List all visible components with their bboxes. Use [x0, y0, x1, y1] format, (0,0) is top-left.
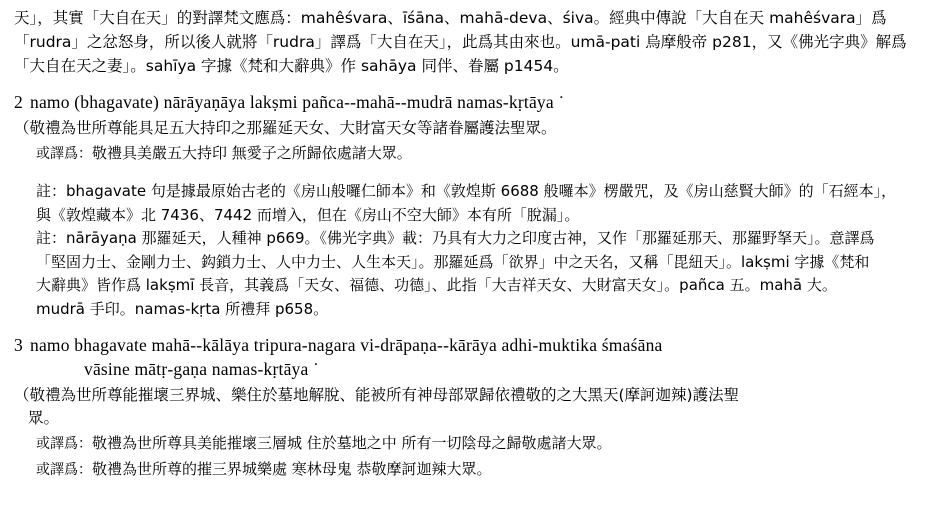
- entry-2-number: 2: [14, 92, 23, 112]
- entry-3-number: 3: [14, 335, 23, 355]
- entry-3-alt-text: 敬禮為世所尊具美能摧壞三層城 住於墓地之中 所有一切陰母之歸敬處諸大眾。: [92, 434, 612, 452]
- entry-3-gloss: [14, 384, 920, 430]
- entry-3-alt-label: 或譯爲：: [36, 462, 92, 478]
- entry-2-alt-text: 敬禮具美嚴五大持印 無愛子之所歸依處諸大眾。: [92, 144, 412, 162]
- annotation-line: 與《敦煌藏本》北 7436、7442 而增入，但在《房山不空大師》本有所「脫漏」。: [36, 205, 580, 224]
- entry-3-alt-text: 敬禮為世所尊的摧三界城樂處 寒林母鬼 恭敬摩訶迦辣大眾。: [92, 460, 492, 478]
- top-paragraph: [14, 6, 920, 78]
- annotation-line: 大辭典》皆作爲 lakṣmī 長音，其義爲「天女、福德、功德」、此指「大吉祥天女、大財富天女」。pañca 五。mahā 大。: [36, 276, 837, 294]
- annotation-block: [36, 180, 920, 321]
- entry-3-romanized: namo bhagavate mahā--kālāya tripura-nagara vi-drāpaṇa--kārāya adhi-muktika śmaśāna: [30, 335, 663, 355]
- annotation-line: mudrā 手印。namas-kṛta 所禮拜 p658。: [36, 299, 329, 318]
- annotation-line: 註：nārāyaṇa 那羅延天，人種神 p669。《佛光字典》載：乃具有大力之印度古神，又作「那羅延那天、那羅野拏天」。意譯爲: [36, 229, 875, 247]
- entry-2-gloss: [14, 117, 920, 140]
- top-paragraph-line: 「rudra」之忿怒身，所以後人就將「rudra」譯爲「大自在天」，此爲其由來也。umā-pati 烏摩般帝 p281，又《佛光字典》解爲: [14, 33, 907, 51]
- entry-2-alt-label: 或譯爲：: [36, 146, 92, 162]
- entry-2-heading: [14, 90, 920, 114]
- mantra-entry-2: [14, 90, 920, 166]
- entry-3-alt-translation: [36, 458, 920, 482]
- top-paragraph-line: 「大自在天之妻」。sahīya 字據《梵和大辭典》作 sahāya 同伴、眷屬 p1454。: [14, 57, 569, 75]
- entry-3-alt-label: 或譯爲：: [36, 436, 92, 452]
- mantra-entry-3: [14, 333, 920, 482]
- annotation-line: 「堅固力士、金剛力士、鈎鎖力士、人中力士、人生本天」。那羅延爲「欲界」中之天名，又稱「毘紐天」。lakṣmi 字據《梵和: [36, 252, 870, 271]
- top-paragraph-line: 天」，其實「大自在天」的對譯梵文應爲：mahêśvara、īśāna、mahā-deva、śiva。經典中傳說「大自在天 mahêśvara」爲: [14, 9, 887, 27]
- entry-2-gloss-line: （敬禮為世所尊能具足五大持印之那羅延天女、大財富天女等諸眷屬護法聖眾。: [14, 119, 557, 137]
- entry-3-heading: [14, 333, 920, 357]
- entry-2-alt-translation: [36, 142, 920, 166]
- annotation-line: 註：bhagavate 句是據最原始古老的《房山般囉仁師本》和《敦煌斯 6688 般囉本》楞嚴咒，及《房山慈賢大師》的「石經本」，: [36, 182, 897, 200]
- entry-3-gloss-line: （敬禮為世所尊能摧壞三界城、樂住於墓地解脫、能被所有神母部眾歸依禮敬的之大黑天(摩訶迦辣)護法聖: [14, 386, 740, 404]
- entry-3-alt-translation: [36, 432, 920, 456]
- entry-2-romanized: namo (bhagavate) nārāyaṇāya lakṣmi pañca--mahā--mudrā namas-kṛtāya ˙: [30, 92, 565, 112]
- entry-3-romanized-continued: vāsine mātṛ-gaṇa namas-kṛtāya ˙: [84, 359, 320, 379]
- entry-3-gloss-line: 眾。: [28, 409, 60, 427]
